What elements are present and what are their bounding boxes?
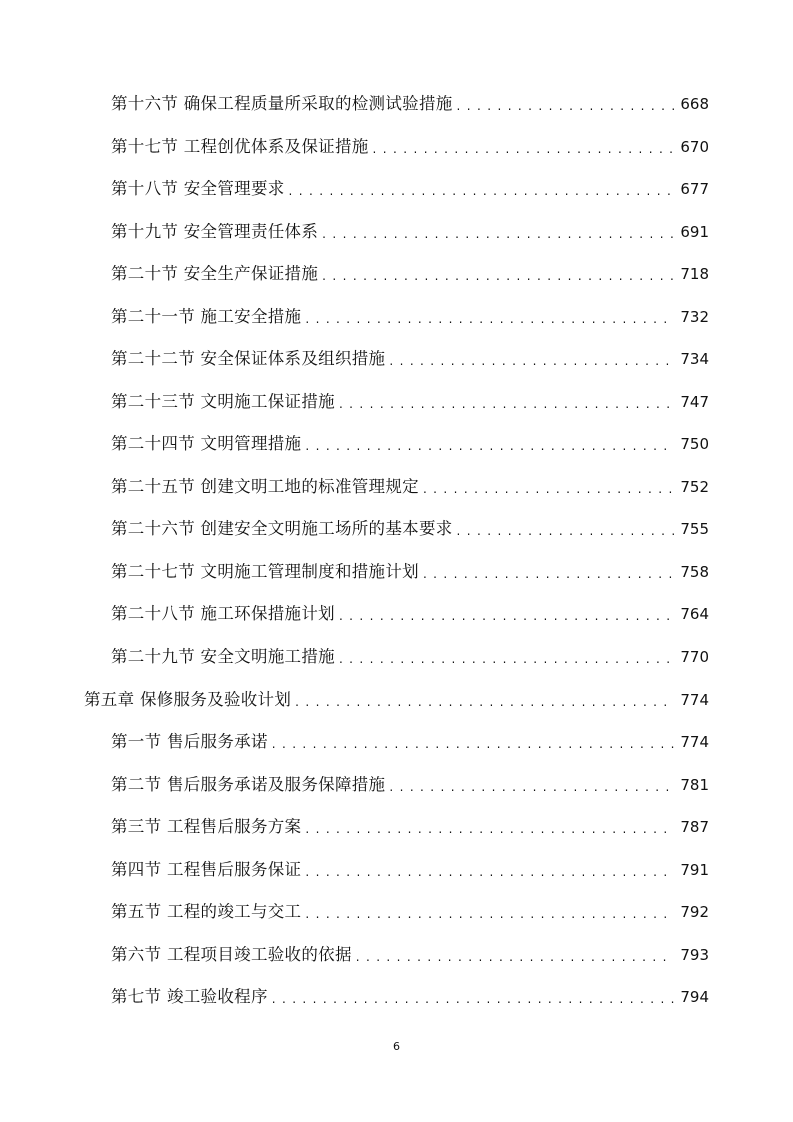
toc-leader-dots bbox=[373, 132, 675, 162]
toc-entry[interactable] bbox=[111, 174, 709, 204]
toc-leader-dots bbox=[305, 302, 674, 332]
toc-entry-page: 758 bbox=[680, 563, 709, 581]
toc-leader-dots bbox=[339, 642, 674, 672]
toc-entry[interactable] bbox=[111, 302, 709, 332]
toc-entry[interactable] bbox=[111, 259, 709, 289]
toc-entry-page: 752 bbox=[680, 478, 709, 496]
toc-leader-dots bbox=[423, 472, 674, 502]
toc-entry[interactable] bbox=[111, 514, 709, 544]
toc-entry[interactable] bbox=[111, 855, 709, 885]
toc-entry-label: 第二十八节 施工环保措施计划 bbox=[111, 604, 335, 623]
toc-leader-dots bbox=[272, 982, 675, 1012]
toc-entry[interactable] bbox=[111, 599, 709, 629]
toc-entry-label: 第三节 工程售后服务方案 bbox=[111, 817, 302, 836]
toc-entry-label: 第二十九节 安全文明施工措施 bbox=[111, 647, 335, 666]
toc-entry[interactable] bbox=[111, 727, 709, 757]
toc-entry[interactable] bbox=[111, 642, 709, 672]
toc-leader-dots bbox=[423, 557, 674, 587]
toc-leader-dots bbox=[356, 940, 675, 970]
toc-entry-page: 755 bbox=[680, 520, 709, 538]
toc-entry[interactable] bbox=[111, 982, 709, 1012]
toc-entry-page: 750 bbox=[680, 435, 709, 453]
toc-entry-page: 764 bbox=[680, 605, 709, 623]
toc-entry-label: 第二十七节 文明施工管理制度和措施计划 bbox=[111, 562, 419, 581]
toc-chapter-entry[interactable] bbox=[84, 685, 709, 715]
toc-entry-page: 747 bbox=[680, 393, 709, 411]
toc-entry-label: 第二节 售后服务承诺及服务保障措施 bbox=[111, 775, 386, 794]
toc-entry-label: 第十七节 工程创优体系及保证措施 bbox=[111, 137, 369, 156]
toc-entry-label: 第一节 售后服务承诺 bbox=[111, 732, 268, 751]
toc-entry[interactable] bbox=[111, 217, 709, 247]
page-number: 6 bbox=[393, 1040, 400, 1053]
toc-leader-dots bbox=[389, 344, 674, 374]
toc-leader-dots bbox=[322, 259, 674, 289]
toc-entry-label: 第五章 保修服务及验收计划 bbox=[84, 690, 292, 709]
toc-entry[interactable] bbox=[111, 812, 709, 842]
toc-entry[interactable] bbox=[111, 132, 709, 162]
toc-entry-label: 第二十三节 文明施工保证措施 bbox=[111, 392, 335, 411]
toc-leader-dots bbox=[322, 217, 674, 247]
toc-entry-label: 第十六节 确保工程质量所采取的检测试验措施 bbox=[111, 94, 453, 113]
toc-entry-page: 781 bbox=[680, 776, 709, 794]
toc-leader-dots bbox=[305, 812, 674, 842]
toc-entry-page: 774 bbox=[680, 691, 709, 709]
toc-leader-dots bbox=[457, 89, 675, 119]
toc-entry[interactable] bbox=[111, 940, 709, 970]
toc-entry-label: 第四节 工程售后服务保证 bbox=[111, 860, 302, 879]
toc-leader-dots bbox=[305, 897, 674, 927]
toc-entry-label: 第二十节 安全生产保证措施 bbox=[111, 264, 319, 283]
toc-entry-label: 第六节 工程项目竣工验收的依据 bbox=[111, 945, 352, 964]
toc-entry-page: 718 bbox=[680, 265, 709, 283]
toc-leader-dots bbox=[389, 770, 674, 800]
toc-entry-page: 787 bbox=[680, 818, 709, 836]
toc-leader-dots bbox=[289, 174, 675, 204]
toc-entry[interactable] bbox=[111, 429, 709, 459]
toc-leader-dots bbox=[457, 514, 675, 544]
toc-leader-dots bbox=[305, 855, 674, 885]
toc-entry-page: 774 bbox=[680, 733, 709, 751]
toc-entry-label: 第二十五节 创建文明工地的标准管理规定 bbox=[111, 477, 419, 496]
toc-leader-dots bbox=[272, 727, 675, 757]
toc-entry-label: 第二十一节 施工安全措施 bbox=[111, 307, 302, 326]
toc-entry-page: 691 bbox=[680, 223, 709, 241]
toc-entry-label: 第七节 竣工验收程序 bbox=[111, 987, 268, 1006]
toc-entry-page: 734 bbox=[680, 350, 709, 368]
toc-entry-page: 794 bbox=[680, 988, 709, 1006]
toc-entry-label: 第二十二节 安全保证体系及组织措施 bbox=[111, 349, 386, 368]
toc-entry[interactable] bbox=[111, 897, 709, 927]
toc-entry-page: 791 bbox=[680, 861, 709, 879]
toc-leader-dots bbox=[305, 429, 674, 459]
toc-entry-label: 第二十六节 创建安全文明施工场所的基本要求 bbox=[111, 519, 453, 538]
toc-entry-label: 第十八节 安全管理要求 bbox=[111, 179, 285, 198]
toc-entry-page: 668 bbox=[680, 95, 709, 113]
toc-entry-page: 670 bbox=[680, 138, 709, 156]
toc-entry-page: 793 bbox=[680, 946, 709, 964]
toc-entry[interactable] bbox=[111, 89, 709, 119]
toc-leader-dots bbox=[295, 685, 674, 715]
toc-entry[interactable] bbox=[111, 770, 709, 800]
toc-entry-label: 第五节 工程的竣工与交工 bbox=[111, 902, 302, 921]
toc-entry[interactable] bbox=[111, 472, 709, 502]
toc-entry[interactable] bbox=[111, 387, 709, 417]
toc-entry[interactable] bbox=[111, 557, 709, 587]
toc-leader-dots bbox=[339, 599, 674, 629]
toc-leader-dots bbox=[339, 387, 674, 417]
toc-entry-page: 792 bbox=[680, 903, 709, 921]
toc-entry-page: 732 bbox=[680, 308, 709, 326]
toc-entry-label: 第二十四节 文明管理措施 bbox=[111, 434, 302, 453]
toc-entry[interactable] bbox=[111, 344, 709, 374]
toc-entry-page: 770 bbox=[680, 648, 709, 666]
toc-entry-label: 第十九节 安全管理责任体系 bbox=[111, 222, 319, 241]
toc-entry-page: 677 bbox=[680, 180, 709, 198]
